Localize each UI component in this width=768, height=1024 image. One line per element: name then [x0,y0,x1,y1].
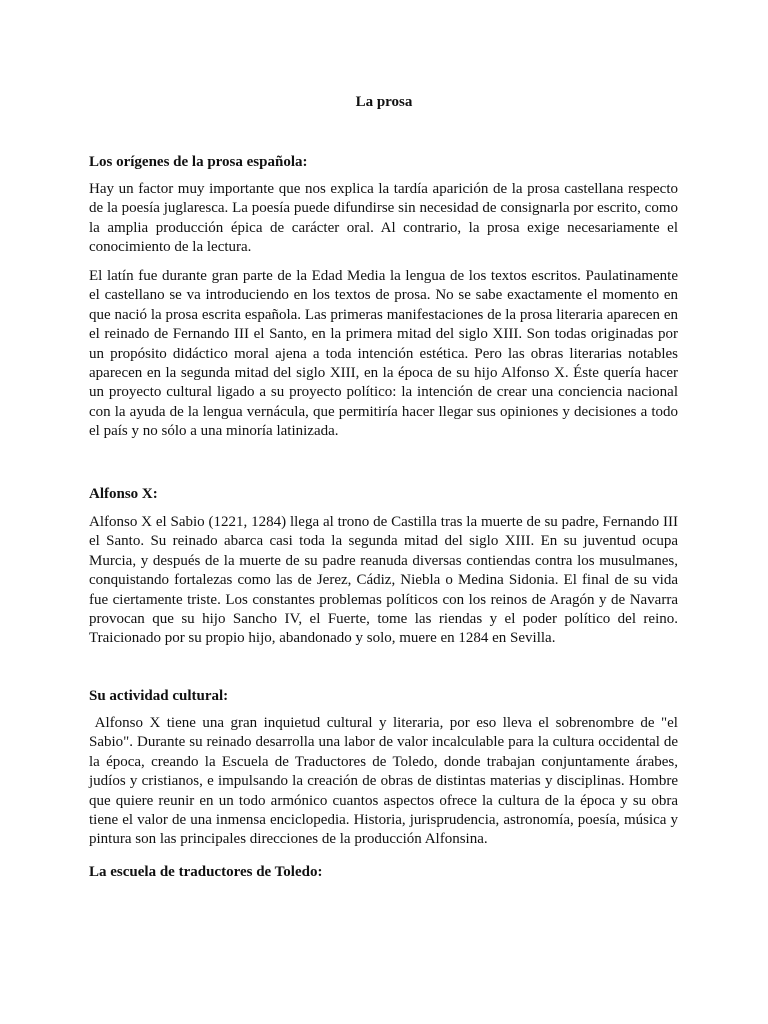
section-heading-alfonso: Alfonso X: [89,486,158,502]
page-title: La prosa [355,94,413,110]
section-heading-escuela-traductores: La escuela de traductores de Toledo: [89,864,323,880]
paragraph-origenes-1: Hay un factor muy importante que nos explica la tardía aparición de la prosa castellana respecto de la poesía juglaresca. La poesía puede difundirse sin necesidad de consignarla por escrito, como la amplia producción épica de carácter oral. Al contrario, la prosa exige necesariamente el conocimiento de la lectura. [89,181,678,256]
paragraph-actividad-cultural-text: Alfonso X tiene una gran inquietud cultural y literaria, por eso lleva el sobrenombre de "el Sabio". Durante su reinado desarrolla una labor de valor incalculable para la cultura occidental de la época, creando la Escuela de Traductores de Toledo, donde trabajan conjuntamente árabes, judíos y cristianos, e impulsando la creación de obras de distintas materias y disciplinas. Hombre que quiere reunir en un todo armónico cuantos aspectos ofrece la cultura de la época y su obra tiene el valor de una inmensa enciclopedia. Historia, jurisprudencia, astronomía, poesía, música y pintura son las principales direcciones de la producción Alfonsina. [89,715,678,848]
paragraph-alfonso-1: Alfonso X el Sabio (1221, 1284) llega al trono de Castilla tras la muerte de su padre, Fernando III el Santo. Su reinado abarca casi toda la segunda mitad del siglo XIII. En su juventud ocupa Murcia, y después de la muerte de su padre reanuda diversas contiendas contra los musulmanes, conquistando fortalezas como las de Jerez, Cádiz, Niebla o Medina Sidonia. El final de su vida fue ciertamente triste. Los constantes problemas políticos con los reinos de Aragón y de Navarra provocan que su hijo Sancho IV, el Fuerte, tome las riendas y el poder político del reino. Traicionado por su propio hijo, abandonado y solo, muere en 1284 en Sevilla. [89,514,678,647]
paragraph-actividad-cultural-1 [89,714,678,850]
paragraph-origenes-2: El latín fue durante gran parte de la Edad Media la lengua de los textos escritos. Paulatinamente el castellano se va introduciendo en los textos de prosa. No se sabe exactamente el momento en que nació la prosa escrita española. Las primeras manifestaciones de la prosa literaria aparecen en el reinado de Fernando III el Santo, en la primera mitad del siglo XIII. Son todas originadas por un propósito didáctico moral ajena a toda intención estética. Pero las obras literarias notables aparecen en la segunda mitad del siglo XIII, en la época de su hijo Alfonso X. Éste quería hacer un proyecto cultural ligado a su proyecto político: la intención de crear una conciencia nacional con la ayuda de la lengua vernácula, que permitiría hacer llegar sus opiniones y decisiones a todo el país y no sólo a una minoría latinizada. [89,268,678,440]
section-heading-origenes: Los orígenes de la prosa española: [89,154,308,170]
section-heading-actividad-cultural: Su actividad cultural: [89,688,229,704]
